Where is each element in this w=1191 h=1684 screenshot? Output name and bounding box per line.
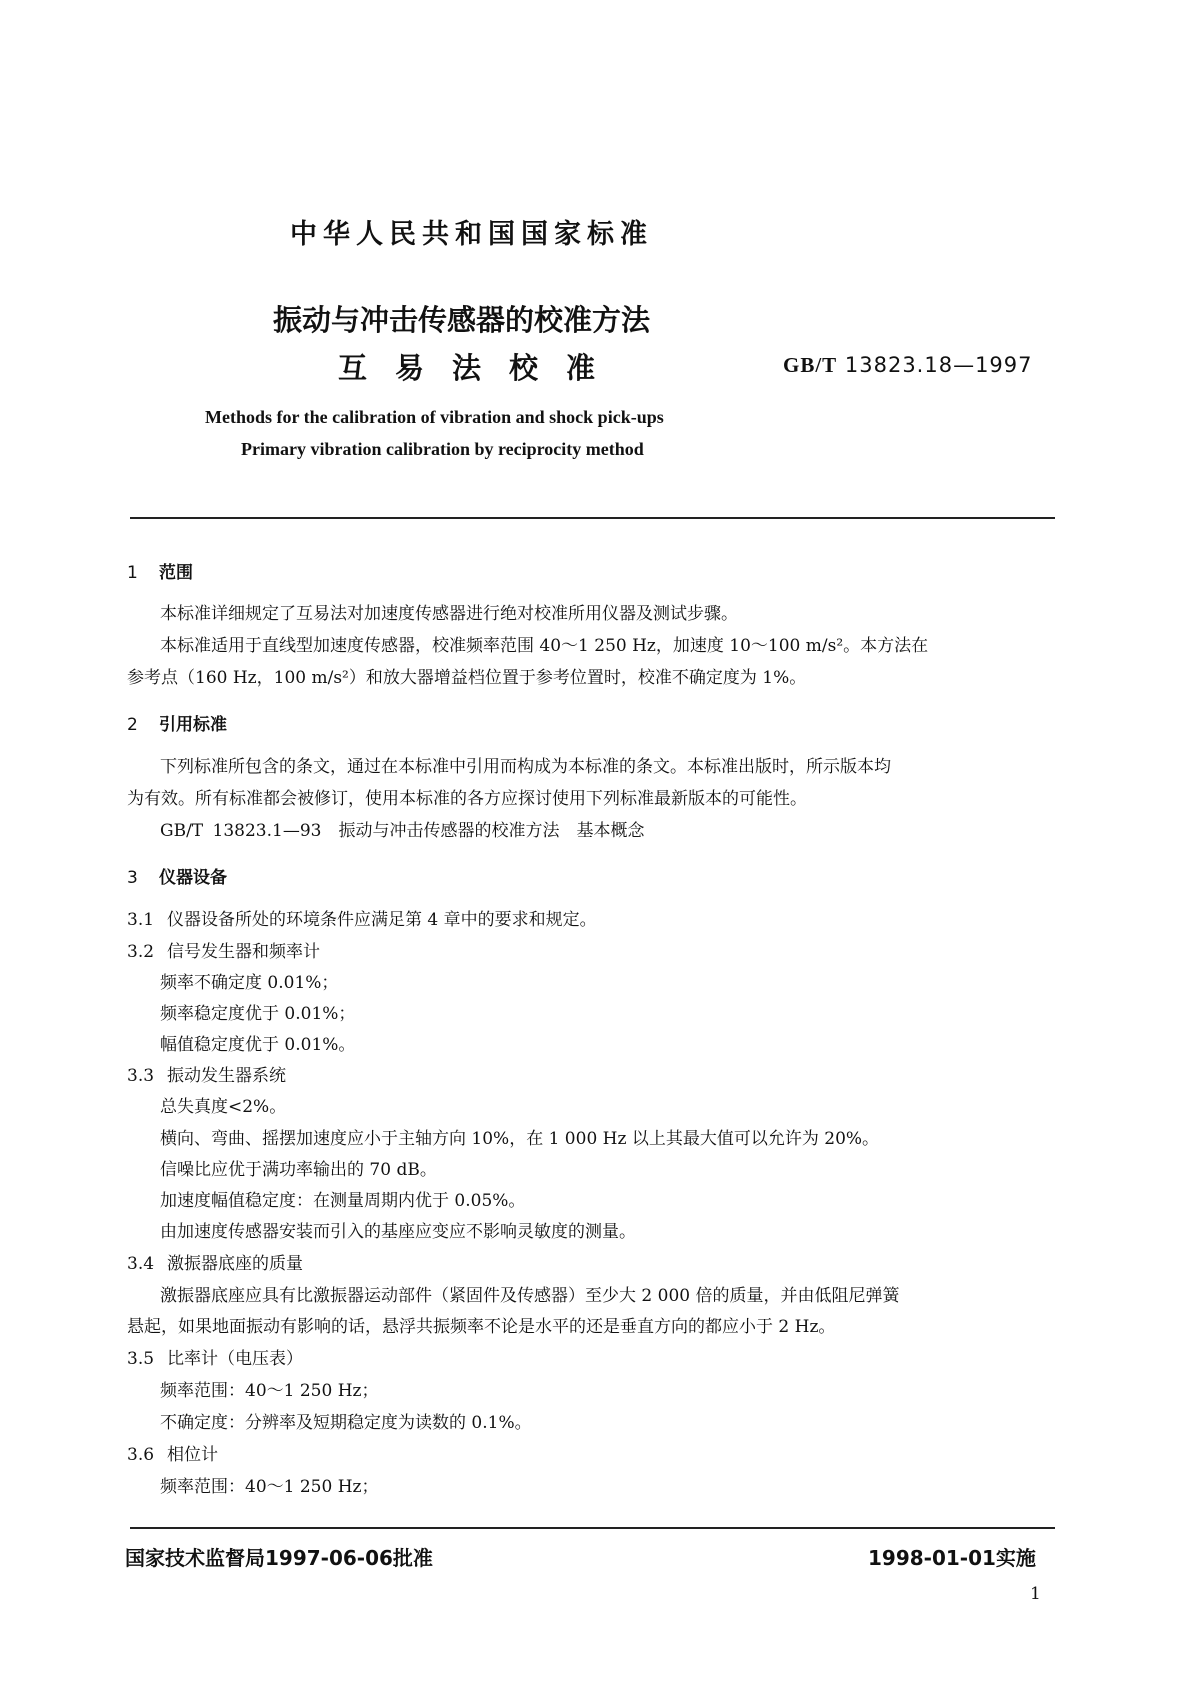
section-title: 仪器设备 — [159, 868, 227, 888]
section-title: 引用标准 — [159, 715, 227, 735]
paragraph: 为有效。所有标准都会被修订，使用本标准的各方应探讨使用下列标准最新版本的可能性。 — [127, 789, 807, 809]
list-item: 总失真度<2%。 — [160, 1097, 287, 1117]
section-heading-scope — [127, 558, 193, 583]
list-item: 横向、弯曲、摇摆加速度应小于主轴方向 10%，在 1 000 Hz 以上其最大值可以允许为 20%。 — [160, 1129, 880, 1149]
list-item: 频率范围：40～1 250 Hz； — [160, 1381, 379, 1401]
english-title: Methods for the calibration of vibration and shock pick-ups — [205, 407, 664, 427]
document-title: 振动与冲击传感器的校准方法 — [273, 303, 651, 337]
clause-number: 3.3 — [127, 1066, 155, 1086]
clause-number: 3.2 — [127, 942, 155, 962]
standard-prefix: GB/T — [783, 353, 838, 377]
list-item: 频率稳定度优于 0.01%； — [160, 1004, 356, 1024]
header-divider — [130, 517, 1055, 519]
list-item: 由加速度传感器安装而引入的基座应变应不影响灵敏度的测量。 — [160, 1222, 636, 1242]
approval-date: 国家技术监督局1997-06-06批准 — [125, 1546, 433, 1570]
section-title: 范围 — [159, 563, 193, 583]
list-item: 频率范围：40～1 250 Hz； — [160, 1477, 379, 1497]
clause-text: 信号发生器和频率计 — [167, 942, 320, 962]
section-number: 2 — [127, 715, 138, 735]
paragraph: 悬起，如果地面振动有影响的话，悬浮共振频率不论是水平的还是垂直方向的都应小于 2 Hz。 — [127, 1317, 836, 1337]
clause-number: 3.6 — [127, 1445, 155, 1465]
clause — [127, 1061, 286, 1086]
section-number: 3 — [127, 868, 138, 888]
paragraph: 参考点（160 Hz，100 m/s²）和放大器增益档位置于参考位置时，校准不确定度为 1%。 — [127, 668, 807, 688]
clause-number: 3.5 — [127, 1349, 155, 1369]
clause — [127, 937, 320, 962]
reference-entry: GB/T 13823.1—93 振动与冲击传感器的校准方法 基本概念 — [160, 821, 645, 841]
section-heading-references — [127, 710, 227, 735]
footer-divider — [130, 1527, 1055, 1529]
clause-text: 振动发生器系统 — [167, 1066, 286, 1086]
national-standard-heading: 中华人民共和国国家标准 — [290, 219, 653, 250]
clause — [127, 1249, 303, 1274]
section-number: 1 — [127, 563, 138, 583]
clause-text: 比率计（电压表） — [167, 1349, 303, 1369]
paragraph: 下列标准所包含的条文，通过在本标准中引用而构成为本标准的条文。本标准出版时，所示版本均 — [160, 757, 891, 777]
clause — [127, 1344, 303, 1369]
paragraph: 本标准详细规定了互易法对加速度传感器进行绝对校准所用仪器及测试步骤。 — [160, 604, 738, 624]
list-item: 幅值稳定度优于 0.01%。 — [160, 1035, 356, 1055]
standard-number — [783, 353, 1033, 378]
page-number: 1 — [1030, 1584, 1041, 1604]
list-item: 频率不确定度 0.01%； — [160, 973, 339, 993]
paragraph: 本标准适用于直线型加速度传感器，校准频率范围 40～1 250 Hz，加速度 10～100 m/s²。本方法在 — [160, 636, 929, 656]
document-subtitle: 互易法校准 — [338, 351, 624, 385]
clause-text: 激振器底座的质量 — [167, 1254, 303, 1274]
clause-text: 仪器设备所处的环境条件应满足第 4 章中的要求和规定。 — [167, 910, 597, 930]
clause-number: 3.1 — [127, 910, 155, 930]
standard-code: 13823.18—1997 — [844, 353, 1033, 377]
list-item: 不确定度：分辨率及短期稳定度为读数的 0.1%。 — [160, 1413, 532, 1433]
clause-text: 相位计 — [167, 1445, 218, 1465]
paragraph: 激振器底座应具有比激振器运动部件（紧固件及传感器）至少大 2 000 倍的质量，并由低阻尼弹簧 — [160, 1286, 900, 1306]
implementation-date: 1998-01-01实施 — [868, 1546, 1036, 1570]
clause — [127, 905, 597, 930]
clause — [127, 1440, 218, 1465]
list-item: 信噪比应优于满功率输出的 70 dB。 — [160, 1160, 437, 1180]
section-heading-equipment — [127, 863, 227, 888]
list-item: 加速度幅值稳定度：在测量周期内优于 0.05%。 — [160, 1191, 526, 1211]
clause-number: 3.4 — [127, 1254, 155, 1274]
english-subtitle: Primary vibration calibration by reciprocity method — [241, 439, 644, 459]
